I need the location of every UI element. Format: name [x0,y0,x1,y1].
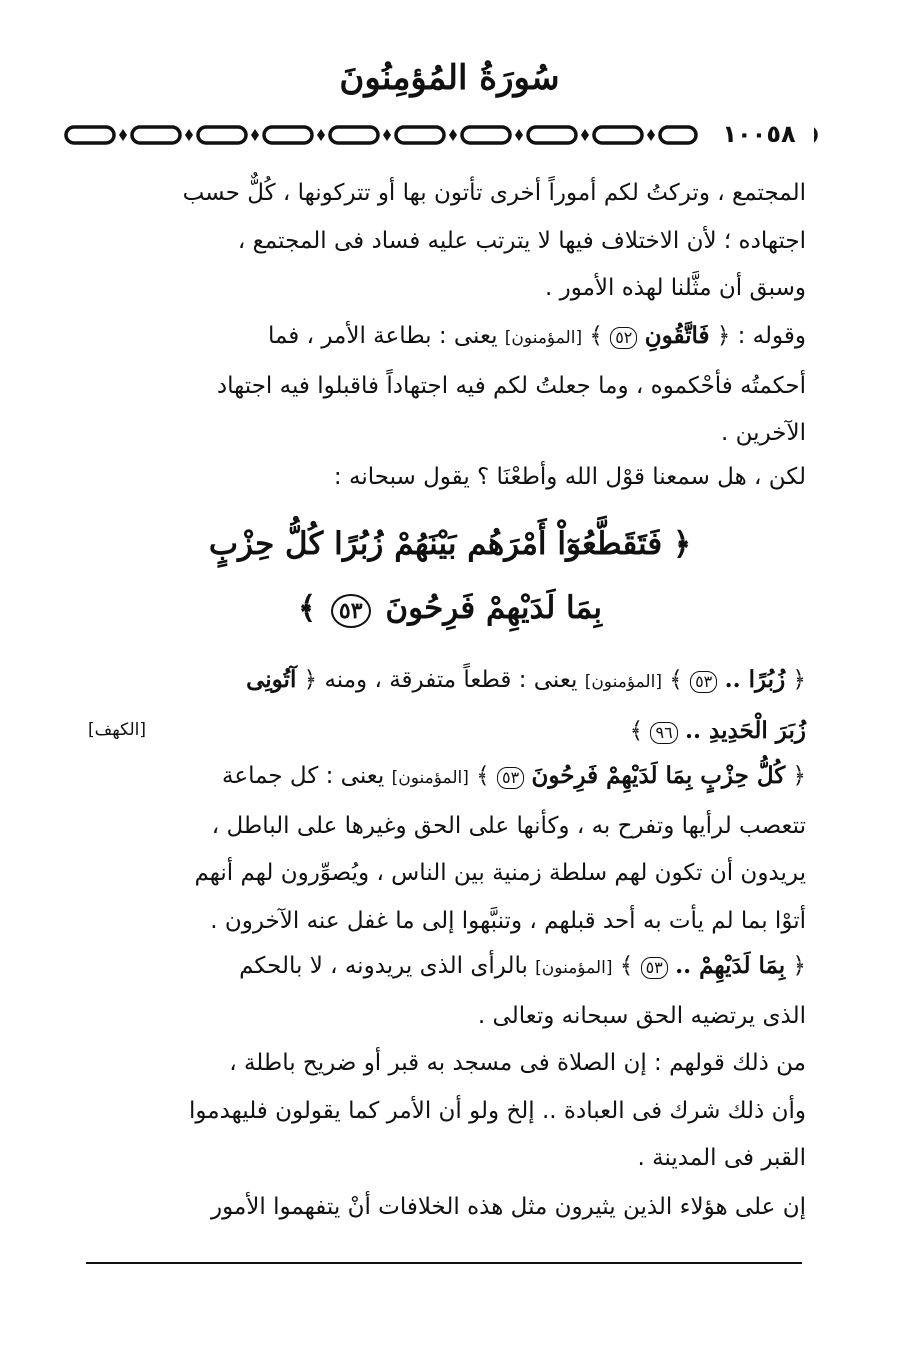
text-line: أتوْا بما لم يأت به أحد قبلهم ، وتنبَّهوا إلى ما غفل عنه الآخرون . [210,907,806,934]
paragraph-1 [88,170,806,313]
ayah-number: ٩٦ [650,722,677,744]
surah-title: سُورَةُ المُؤمِنُونَ [339,58,560,98]
text-line [88,656,806,707]
page-number: ١٠٠٥٨ [704,118,814,150]
surah-reference: [المؤمنون] [504,328,583,348]
text-line [88,312,806,363]
ornate-bracket-close: ﴾ [619,953,634,979]
ayah-number: ٥٢ [610,327,637,349]
ornate-bracket-open: ﴿ [792,763,806,789]
paragraph-3 [88,454,806,502]
ornate-bracket-close: ﴾ [476,763,490,789]
ornate-bracket-close: ﴾ [629,717,644,744]
commentary-text: يعنى : كل جماعة [222,763,385,789]
surah-reference: [الكهف] [88,719,146,740]
ornate-bracket-close: ﴾ [589,323,603,349]
text-line: تتعصب لرأيها وتفرح به ، وكأنها على الحق وغيرها على الباطل ، [211,812,806,839]
verse-text: فَتَقَطَّعُوٓاْ أَمْرَهُم بَيْنَهُمْ زُبُرًا كُلُّ حِزْبٍ [208,526,663,562]
paragraph-6 [88,942,806,1040]
ayah-number: ٥٣ [641,957,668,979]
ornate-bracket-open: ﴿ [792,667,806,693]
verse-line-1 [150,512,750,576]
lead-text: وقوله : [737,323,806,349]
ornate-bracket-open: ﴿ [303,667,318,693]
text-line [88,942,806,993]
text-line: اجتهاده ؛ لأن الاختلاف فيها لا يترتب عليه فساد فى المجتمع ، [237,227,806,254]
text-line: يريدون أن تكون لهم سلطة زمنية بين الناس ، ويُصوِّرون لهم أنهم [194,860,806,886]
surah-reference: [المؤمنون] [584,672,662,692]
quran-verse: كُلُّ حِزْبٍ بِمَا لَدَيْهِمْ فَرِحُونَ [531,762,786,789]
text-line: الذى يرتضيه الحق سبحانه وتعالى . [477,1002,806,1029]
surah-reference: [المؤمنون] [391,768,469,788]
quran-verse: زُبَرَ الْحَدِيدِ .. [684,716,806,744]
text-line [88,752,806,803]
paragraph-8 [88,1184,806,1232]
paragraph-2 [88,312,806,458]
ornate-bracket-open: ﴿ [673,526,692,562]
commentary-text: يعنى : قطعاً متفرقة ، ومنه [324,667,578,693]
ornate-bracket-open: ﴿ [716,323,731,349]
ornate-bracket-close: ﴾ [669,667,683,693]
text-line [88,707,806,756]
ayah-number: ٥٣ [497,767,524,789]
ornate-bracket-close: ﴾ [297,590,317,626]
paragraph-5 [88,752,806,945]
text-line: القبر فى المدينة . [637,1145,806,1171]
commentary-text: يعنى : بطاعة الأمر ، فما [268,323,498,349]
ayah-number: ٥٣ [690,671,717,693]
quran-verse: بِمَا لَدَيْهِمْ .. [675,952,786,979]
verse-text: بِمَا لَدَيْهِمْ فَرِحُونَ [385,590,603,626]
quran-verse: آتُونِى [246,666,297,693]
ayah-number: ٥٣ [331,594,371,628]
text-line: الآخرين . [721,420,806,446]
text-line: إن على هؤلاء الذين يثيرون مثل هذه الخلافات أنْ يتفهموا الأمور [211,1194,806,1220]
text-line: لكن ، هل سمعنا قوْل الله وأطعْنَا ؟ يقول سبحانه : [333,464,806,490]
text-line: من ذلك قولهم : إن الصلاة فى مسجد به قبر أو ضريح باطلة ، [229,1050,806,1076]
verse-line-2 [150,576,750,640]
ornate-bracket-open: ﴿ [792,953,806,979]
paragraph-7 [88,1040,806,1183]
paragraph-4 [88,656,806,755]
commentary-text: بالرأى الذى يريدونه ، لا بالحكم [239,953,528,979]
quran-verse: زُبُرًا .. [724,666,786,693]
surah-reference: [المؤمنون] [535,958,613,978]
quran-verse-block [150,512,750,640]
text-line: وأن ذلك شرك فى العبادة .. إلخ ولو أن الأمر كما يقولون فليهدموا [188,1097,806,1124]
text-line: المجتمع ، وتركتُ لكم أموراً أخرى تأتون بها أو تتركونها ، كُلٌّ حسب [182,180,806,206]
text-line: أحكمتُه فأحْكموه ، وما جعلتُ لكم فيه اجتهاداً فاقبلوا فيه اجتهاد [216,372,806,399]
text-line: وسبق أن مثَّلنا لهذه الأمور . [544,275,806,301]
footer-rule [86,1262,802,1264]
quran-verse: فَاتَّقُونِ [644,322,710,349]
